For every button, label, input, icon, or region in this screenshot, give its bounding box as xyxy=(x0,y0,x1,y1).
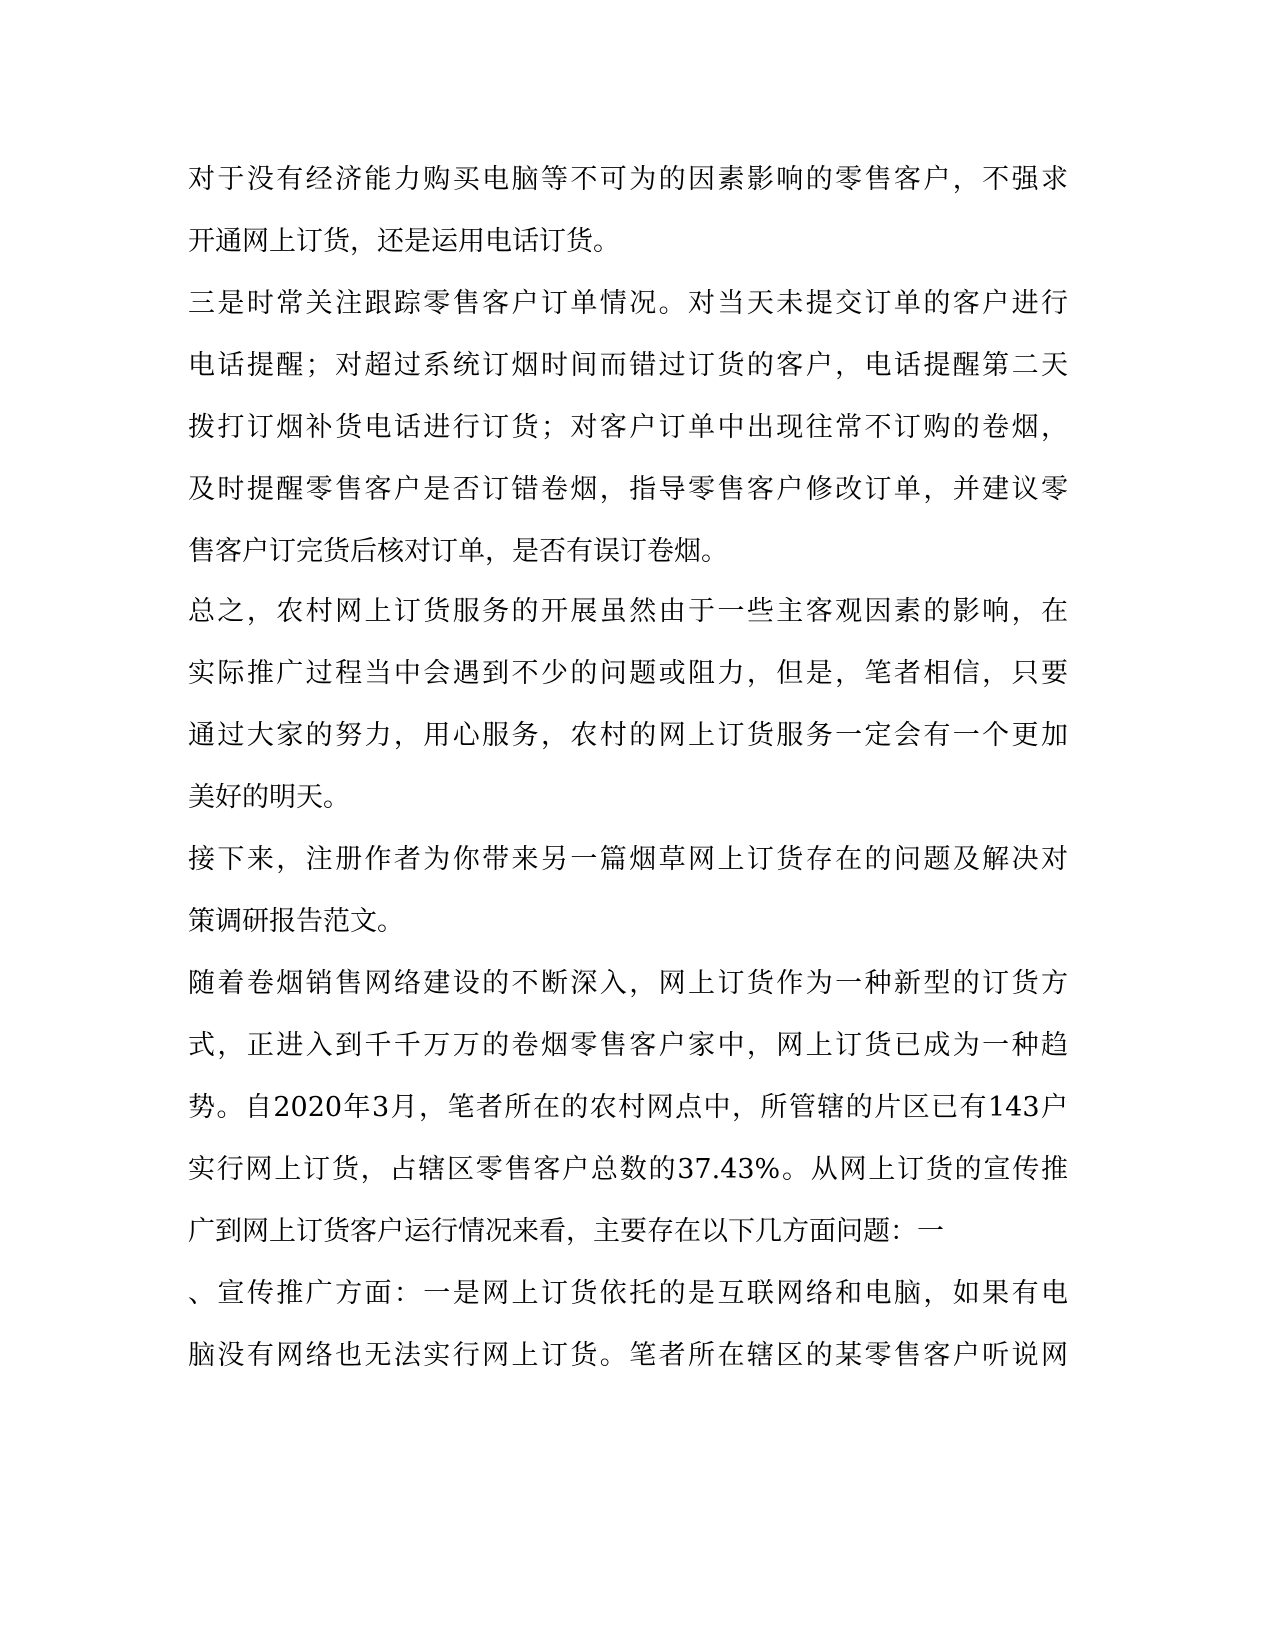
text-line-8: 总之，农村网上订货服务的开展虽然由于一些主客观因素的影响，在 xyxy=(188,596,1068,627)
text-line-5: 拨打订烟补货电话进行订货；对客户订单中出现往常不订购的卷烟， xyxy=(188,412,1068,443)
text-line-13: 策调研报告范文。 xyxy=(188,906,404,937)
text-line-1: 对于没有经济能力购买电脑等不可为的因素影响的零售客户，不强求 xyxy=(188,164,1068,195)
text-line-17: 实行网上订货，占辖区零售客户总数的37.43%。从网上订货的宣传推 xyxy=(188,1154,1068,1185)
text-line-12: 接下来，注册作者为你带来另一篇烟草网上订货存在的问题及解决对 xyxy=(188,844,1068,875)
text-line-19: 、宣传推广方面：一是网上订货依托的是互联网络和电脑，如果有电 xyxy=(188,1278,1068,1309)
text-line-9: 实际推广过程当中会遇到不少的问题或阻力，但是，笔者相信，只要 xyxy=(188,658,1068,689)
text-line-16: 势。自2020年3月，笔者所在的农村网点中，所管辖的片区已有143户 xyxy=(188,1092,1068,1123)
text-line-4: 电话提醒；对超过系统订烟时间而错过订货的客户，电话提醒第二天 xyxy=(188,350,1068,381)
text-line-10: 通过大家的努力，用心服务，农村的网上订货服务一定会有一个更加 xyxy=(188,720,1068,751)
text-line-7: 售客户订完货后核对订单，是否有误订卷烟。 xyxy=(188,536,728,567)
text-line-11: 美好的明天。 xyxy=(188,782,350,813)
text-line-3: 三是时常关注跟踪零售客户订单情况。对当天未提交订单的客户进行 xyxy=(188,288,1068,319)
text-line-14: 随着卷烟销售网络建设的不断深入，网上订货作为一种新型的订货方 xyxy=(188,968,1068,999)
text-line-18: 广到网上订货客户运行情况来看，主要存在以下几方面问题：一 xyxy=(188,1216,944,1247)
text-line-20: 脑没有网络也无法实行网上订货。笔者所在辖区的某零售客户听说网 xyxy=(188,1340,1068,1371)
text-line-15: 式，正进入到千千万万的卷烟零售客户家中，网上订货已成为一种趋 xyxy=(188,1030,1068,1061)
text-line-6: 及时提醒零售客户是否订错卷烟，指导零售客户修改订单，并建议零 xyxy=(188,474,1068,505)
text-line-2: 开通网上订货，还是运用电话订货。 xyxy=(188,226,620,257)
